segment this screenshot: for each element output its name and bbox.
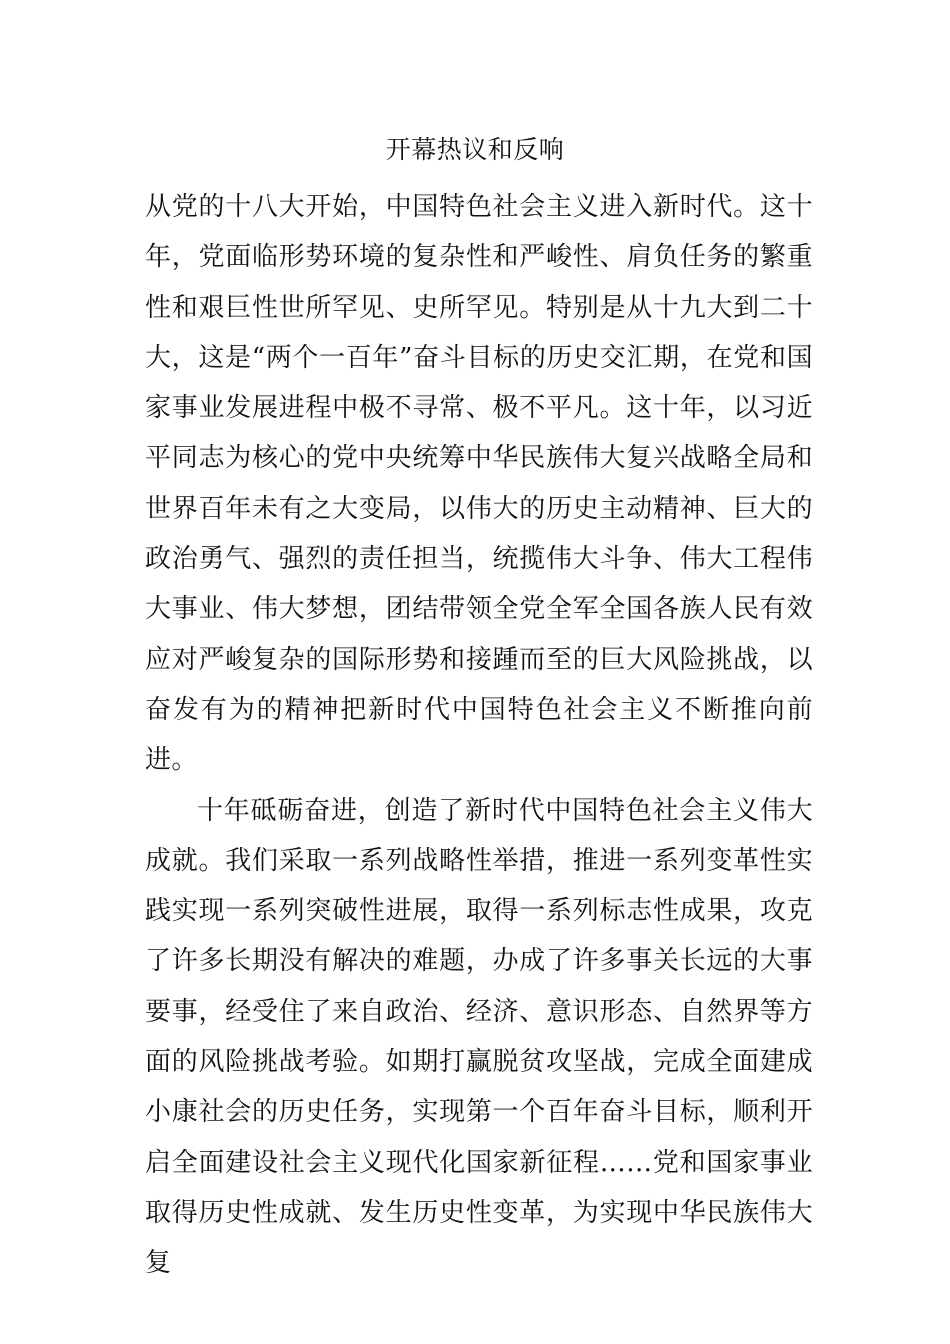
paragraph-2: 十年砥砺奋进，创造了新时代中国特色社会主义伟大成就。我们采取一系列战略性举措，推进一系列变革性实践实现一系列突破性进展，取得一系列标志性成果，攻克了许多长期没有解决的难题，办成了许多事关长远的大事要事，经受住了来自政治、经济、意识形态、自然界等方面的风险挑战考验。如期打赢脱贫攻坚战，完成全面建成小康社会的历史任务，实现第一个百年奋斗目标，顺利开启全面建设社会主义现代化国家新征程……党和国家事业取得历史性成就、发生历史性变革，为实现中华民族伟大复: [145, 795, 813, 1279]
paragraph-1: 从党的十八大开始，中国特色社会主义进入新时代。这十年，党面临形势环境的复杂性和严峻性、肩负任务的繁重性和艰巨性世所罕见、史所罕见。特别是从十九大到二十大，这是“两个一百年”奋斗目标的历史交汇期，在党和国家事业发展进程中极不寻常、极不平凡。这十年，以习近平同志为核心的党中央统筹中华民族伟大复兴战略全局和世界百年未有之大变局，以伟大的历史主动精神、巨大的政治勇气、强烈的责任担当，统揽伟大斗争、伟大工程伟大事业、伟大梦想，团结带领全党全军全国各族人民有效应对严峻复杂的国际形势和接踵而至的巨大风险挑战，以奋发有为的精神把新时代中国特色社会主义不断推向前进。: [145, 192, 813, 776]
document-title: 开幕热议和反响: [385, 135, 565, 164]
document-body: [145, 182, 813, 1289]
